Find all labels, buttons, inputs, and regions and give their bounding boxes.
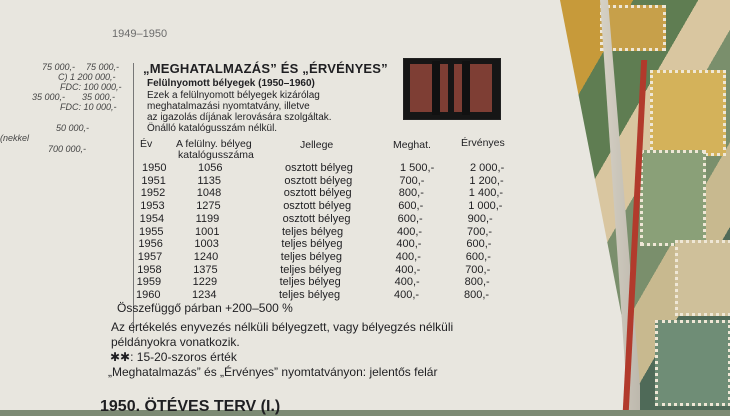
cell-jellege: osztott bélyeg	[284, 174, 353, 187]
cell-katalog: 1135	[197, 174, 222, 187]
cell-jellege: teljes bélyeg	[280, 250, 342, 263]
cell-katalog: 1003	[194, 238, 219, 251]
header-katalog: A felülny. bélyeg	[176, 138, 252, 150]
cell-jellege: teljes bélyeg	[279, 289, 341, 301]
cell-meghat: 800,-	[398, 187, 424, 200]
section-description: meghatalmazási nyomtatvány, illetve	[147, 101, 310, 112]
header-jellege: Jellege	[300, 139, 334, 151]
section-title: „MEGHATALMAZÁS” ÉS „ÉRVÉNYES”	[143, 61, 388, 76]
margin-value: 50 000,-	[56, 123, 90, 133]
cell-katalog: 1001	[195, 225, 220, 238]
cell-jellege: osztott bélyeg	[282, 212, 351, 225]
margin-label: (nekkel	[0, 133, 30, 143]
cell-ervenyes: 900,-	[467, 212, 493, 225]
cell-katalog: 1199	[195, 212, 220, 225]
cell-ervenyes: 700,-	[465, 263, 491, 276]
cell-ev: 1956	[138, 238, 163, 251]
stamp-2	[650, 70, 726, 156]
cell-meghat: 600,-	[397, 212, 423, 225]
cell-ev: 1952	[140, 187, 166, 200]
stamp-pair-image	[403, 58, 501, 120]
header-ev: Év	[140, 138, 153, 150]
stamp-right-image	[454, 64, 492, 112]
header-katalog: katalógusszáma	[178, 149, 254, 161]
stamp-5	[655, 320, 730, 406]
cell-ev: 1955	[139, 225, 164, 238]
cell-jellege: osztott bélyeg	[283, 187, 352, 200]
margin-value: 35 000,-	[32, 92, 66, 102]
margin-value: 35 000,-	[82, 92, 116, 102]
cell-jellege: teljes bélyeg	[280, 263, 342, 276]
cell-katalog: 1229	[192, 276, 218, 289]
cell-katalog: 1375	[193, 263, 218, 276]
cell-katalog: 1234	[192, 289, 217, 301]
cell-ervenyes: 800,-	[464, 276, 490, 289]
note-line: ✱✱: 15-20-szoros érték	[110, 350, 237, 364]
next-section-title: 1950. ÖTÉVES TERV (I.)	[100, 398, 281, 415]
cell-ervenyes: 800,-	[464, 289, 490, 301]
page-header-years: 1949–1950	[112, 28, 168, 40]
margin-value: 75 000,-	[42, 62, 76, 72]
cell-jellege: osztott bélyeg	[285, 162, 353, 174]
cell-ev: 1951	[141, 174, 166, 187]
cell-ev: 1953	[140, 200, 165, 213]
section-description: Önálló katalógusszám nélkül.	[147, 123, 278, 134]
stamp-left-image	[410, 64, 448, 112]
cell-ervenyes: 1 200,-	[469, 174, 504, 187]
cell-jellege: teljes bélyeg	[281, 238, 343, 251]
stamp-4	[675, 240, 730, 316]
cell-meghat: 600,-	[398, 200, 424, 213]
note-line: példányokra vonatkozik.	[111, 335, 240, 349]
cell-jellege: teljes bélyeg	[282, 225, 344, 238]
margin-value: 75 000,-	[86, 62, 120, 72]
section-subtitle: Felülnyomott bélyegek (1950–1960)	[147, 78, 315, 89]
cell-meghat: 700,-	[399, 174, 425, 187]
cell-ev: 1960	[136, 289, 161, 301]
cell-meghat: 400,-	[394, 276, 420, 289]
note-line: „Meghatalmazás” és „Érvényes” nyomtatványon: jelentős felár	[108, 365, 438, 379]
header-meghat: Meghat.	[393, 139, 431, 151]
section-description: Ezek a felülnyomott bélyegek kizárólag	[147, 90, 320, 101]
note-pair: Összefüggő párban +200–500 %	[117, 301, 293, 315]
cell-ervenyes: 600,-	[466, 238, 492, 251]
cell-ervenyes: 2 000,-	[470, 162, 505, 174]
cell-meghat: 400,-	[394, 289, 420, 301]
cell-meghat: 1 500,-	[400, 162, 435, 174]
cell-meghat: 400,-	[397, 225, 423, 238]
header-ervenyes: Érvényes	[461, 137, 505, 149]
column-divider	[133, 63, 134, 333]
note-line: Az értékelés enyvezés nélküli bélyegzett, vagy bélyegzés nélküli	[111, 320, 454, 334]
cell-ev: 1958	[137, 263, 162, 276]
section-description: az igazolás díjának lerovására szolgáltak.	[147, 112, 332, 123]
cell-katalog: 1056	[198, 162, 223, 174]
cell-ev: 1957	[137, 250, 163, 263]
cell-ev: 1950	[142, 162, 167, 174]
overprint-bar	[432, 61, 440, 115]
cell-ervenyes: 1 400,-	[468, 187, 504, 200]
cell-ev: 1959	[136, 276, 162, 289]
cell-jellege: osztott bélyeg	[283, 200, 352, 213]
cell-meghat: 400,-	[395, 263, 421, 276]
stamp-3	[640, 150, 706, 246]
margin-value: 700 000,-	[48, 144, 87, 154]
cell-katalog: 1275	[196, 200, 221, 213]
cell-jellege: teljes bélyeg	[279, 276, 341, 289]
cell-ervenyes: 600,-	[465, 250, 491, 263]
cell-katalog: 1048	[196, 187, 222, 200]
cell-katalog: 1240	[193, 250, 219, 263]
margin-value: C) 1 200 000,-	[58, 72, 116, 82]
cell-ev: 1954	[139, 212, 165, 225]
cell-ervenyes: 1 000,-	[468, 200, 503, 213]
margin-value: FDC: 10 000,-	[60, 102, 117, 112]
cell-meghat: 400,-	[395, 250, 421, 263]
overprint-bar	[462, 61, 470, 115]
cell-meghat: 400,-	[396, 238, 422, 251]
cell-ervenyes: 700,-	[467, 225, 493, 238]
margin-value: FDC: 100 000,-	[60, 82, 122, 92]
